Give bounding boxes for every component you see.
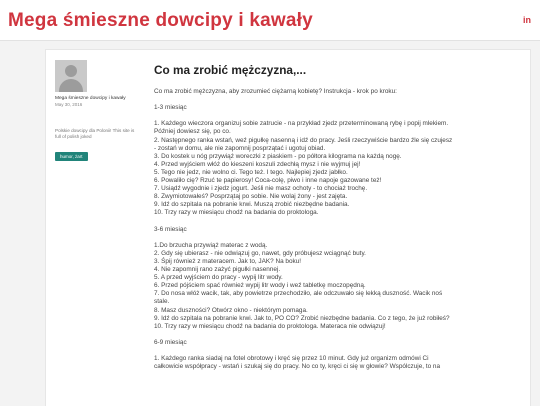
paragraph-gap [154,347,526,355]
article-line: 4. Nie zapomnij rano zażyć pigułki nasennej. [154,266,281,274]
article-line: 3-6 miesiąc [154,225,187,233]
paragraph-gap [154,112,526,120]
article-line: 6-9 miesiąc [154,338,187,346]
article-line: 4. Przed wyjściem włóż do kieszeni koszuli zdechłą mysz i nie wyjmuj jej! [154,160,361,168]
paragraph-gap [154,331,526,339]
avatar-shoulders [59,79,83,92]
avatar-head [65,65,77,77]
post-date: May 30, 2016 [55,102,83,108]
paragraph-gap [154,96,526,104]
article-line: 6. Przed pójściem spać również wypij litr wody i weź tabletkę moczopędną. [154,282,366,290]
paragraph-gap [154,234,526,242]
site-header [0,0,540,41]
article-line: 7. Do nosa włóż wacik, tak, aby powietrze przechodziło, ale odczuwało się lekką duszność. Wacik noś [154,290,443,298]
article-line: 5. Tego nie jedz, nie wolno ci. Tego też. I tego. Najlepiej zjedz jabłko. [154,168,348,176]
article-line: 5. A przed wyjściem do pracy - wypij litr wody. [154,274,283,282]
article-line: 1.Do brzucha przywiąż materac z wodą. [154,241,268,249]
site-title[interactable]: Mega śmieszne dowcipy i kawały [8,10,313,31]
author-sidebar [55,60,145,163]
article-line: - zostań w domu, ale nie zapomnij posprzątać i ugotuj obiad. [154,144,326,152]
article-line: Co ma zrobić mężczyzna, aby zrozumieć ciężarną kobietę? Instrukcja - krok po kroku: [154,88,397,95]
paragraph-gap [154,218,526,226]
post-card [45,49,531,406]
article-line: 7. Usiądź wygodnie i zjedz jogurt. Jeśli nie masz ochoty - to chociaż trochę. [154,185,368,193]
article-title[interactable]: Co ma zrobić mężczyzna,... [154,63,307,77]
article-line: 1-3 miesiąc [154,104,187,112]
tag-badge[interactable]: humor, żart [55,152,88,161]
article-line: całkowicie współpracy - wstań i szukaj się do pracy. No co ty, kręci ci się w głowie? Wspólczuje, to na [154,363,441,371]
author-bio: Polskie dowcipy dla Polonii! This site is full of polish joked [55,127,135,140]
article-line: 3. Śpij również z materacem. Jak to, JAK? Na boku! [154,257,302,265]
article-line: Później dowiesz się, po co. [154,128,231,136]
article-line: 9. Idź do szpitala na pobranie krwi. Jak to, PO CO? Zrobić niezbędne badania. Co z tego, że już robiłeś? [154,314,450,322]
article-line: 3. Do kostek u nóg przywiąż woreczki z piaskiem - po półtora kilograma na każdą nogę. [154,152,402,160]
article-line: 8. Masz duszności? Otwórz okno - niektórym pomaga. [154,306,308,314]
article-line: 6. Powaliło cię? Rzuć te papierosy! Coca-colę, piwo i inne napoje gazowane też! [154,177,382,185]
article-line: 1. Każdego ranka siadaj na fotel obrotowy i kręć się przez 10 minut. Gdy już organizm odmówi Ci [154,355,429,363]
article-line: 8. Zwymiotowałeś? Posprzątaj po sobie. Nie wolaj żony - jest zajęta. [154,193,348,201]
article-content [154,63,526,371]
author-name[interactable]: Mega śmieszne dowcipy i kawały [55,96,126,101]
article-line: 2. Gdy się ubierasz - nie odwiązuj go, nawet, gdy próbujesz wciągnąć buty. [154,249,366,257]
article-line: stale. [154,298,170,306]
article-line: 10. Trzy razy w miesiącu chodź na badania do proktologa. [154,209,319,217]
article-line: 2. Następnego ranka wstań, weź pigułkę nasenną i idź do pracy. Jeśli rzeczywiście bardzo źle się czujesz [154,136,453,144]
article-body [154,88,526,371]
article-line: 10. Trzy razy w miesiącu chodź na badania do proktologa. Materaca nie odwiązuj! [154,322,386,330]
avatar[interactable] [55,60,87,92]
article-line: 9. Idź do szpitala na pobranie krwi. Muszą zrobić niezbędne badania. [154,201,350,209]
linkedin-icon[interactable]: in [523,15,531,25]
article-line: 1. Każdego wieczora organizuj sobie zatrucie - na przykład zjedz przeterminowaną rybę i popij mlekiem. [154,120,449,128]
